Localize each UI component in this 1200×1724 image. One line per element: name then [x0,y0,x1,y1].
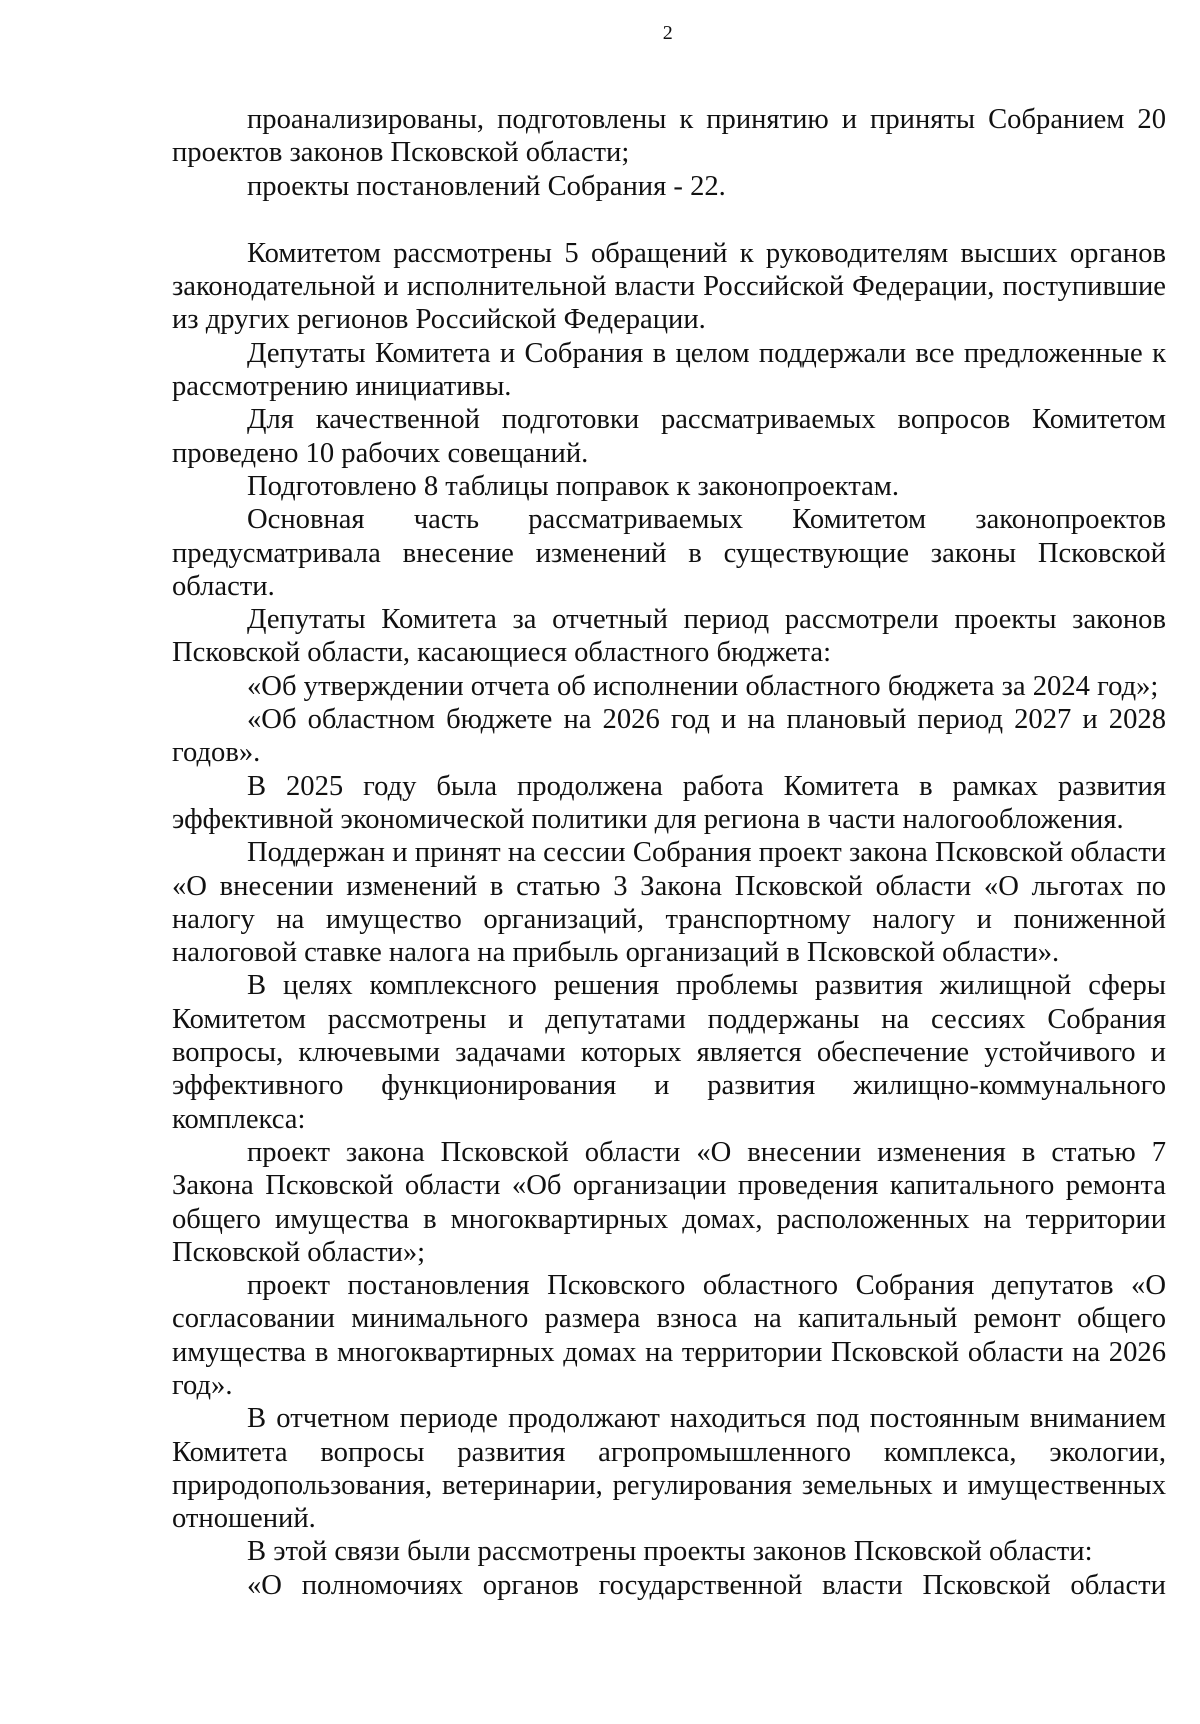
paragraph: проект закона Псковской области «О внесении изменения в статью 7 Закона Псковской области «Об организации проведения капитального ремонта общего имущества в многоквартирных домах, расположенных на территории Псковской области»; [172,1136,1166,1268]
paragraph: Для качественной подготовки рассматриваемых вопросов Комитетом проведено 10 рабочих совещаний. [172,404,1166,469]
document-body [172,103,1166,1602]
page-number: 2 [662,22,674,44]
paragraph: В 2025 году была продолжена работа Комитета в рамках развития эффективной экономической политики для региона в части налогообложения. [172,770,1166,835]
paragraph: В целях комплексного решения проблемы развития жилищной сферы Комитетом рассмотрены и депутатами поддержаны на сессиях Собрания вопросы, ключевыми задачами которых является обеспечение устойчивого и эффективного функционирования и развития жилищно-коммунального комплекса: [172,970,1166,1135]
paragraph: проект постановления Псковского областного Собрания депутатов «О согласовании минимального размера взноса на капитальный ремонт общего имущества в многоквартирных домах на территории Псковской области на 2026 год». [172,1270,1166,1401]
paragraph: проанализированы, подготовлены к принятию и приняты Собранием 20 проектов законов Псковской области; [172,104,1166,169]
paragraph: «О полномочиях органов государственной власти Псковской области [247,1569,1166,1601]
paragraph: Поддержан и принят на сессии Собрания проект закона Псковской области «О внесении изменений в статью 3 Закона Псковской области «О льготах по налогу на имущество организаций, транспортному налогу и пониженной налоговой ставке налога на прибыль организаций в Псковской области». [172,837,1166,969]
paragraph: В этой связи были рассмотрены проекты законов Псковской области: [247,1536,1093,1568]
paragraph: «Об утверждении отчета об исполнении областного бюджета за 2024 год»; [247,670,1159,702]
paragraph: проекты постановлений Собрания - 22. [247,170,726,202]
paragraph: Подготовлено 8 таблицы поправок к законопроектам. [247,470,900,502]
paragraph: Комитетом рассмотрены 5 обращений к руководителям высших органов законодательной и исполнительной власти Российской Федерации, поступившие из других регионов Российской Федерации. [172,237,1166,336]
paragraph: Депутаты Комитета за отчетный период рассмотрели проекты законов Псковской области, касающиеся областного бюджета: [172,604,1166,669]
paragraph: Основная часть рассматриваемых Комитетом законопроектов предусматривала внесение изменений в существующие законы Псковской области. [172,504,1166,602]
paragraph: Депутаты Комитета и Собрания в целом поддержали все предложенные к рассмотрению инициативы. [172,337,1166,403]
paragraph: В отчетном периоде продолжают находиться под постоянным вниманием Комитета вопросы развития агропромышленного комплекса, экологии, природопользования, ветеринарии, регулирования земельных и имущественных отношений. [172,1403,1166,1535]
paragraph: «Об областном бюджете на 2026 год и на плановый период 2027 и 2028 годов». [172,704,1166,769]
